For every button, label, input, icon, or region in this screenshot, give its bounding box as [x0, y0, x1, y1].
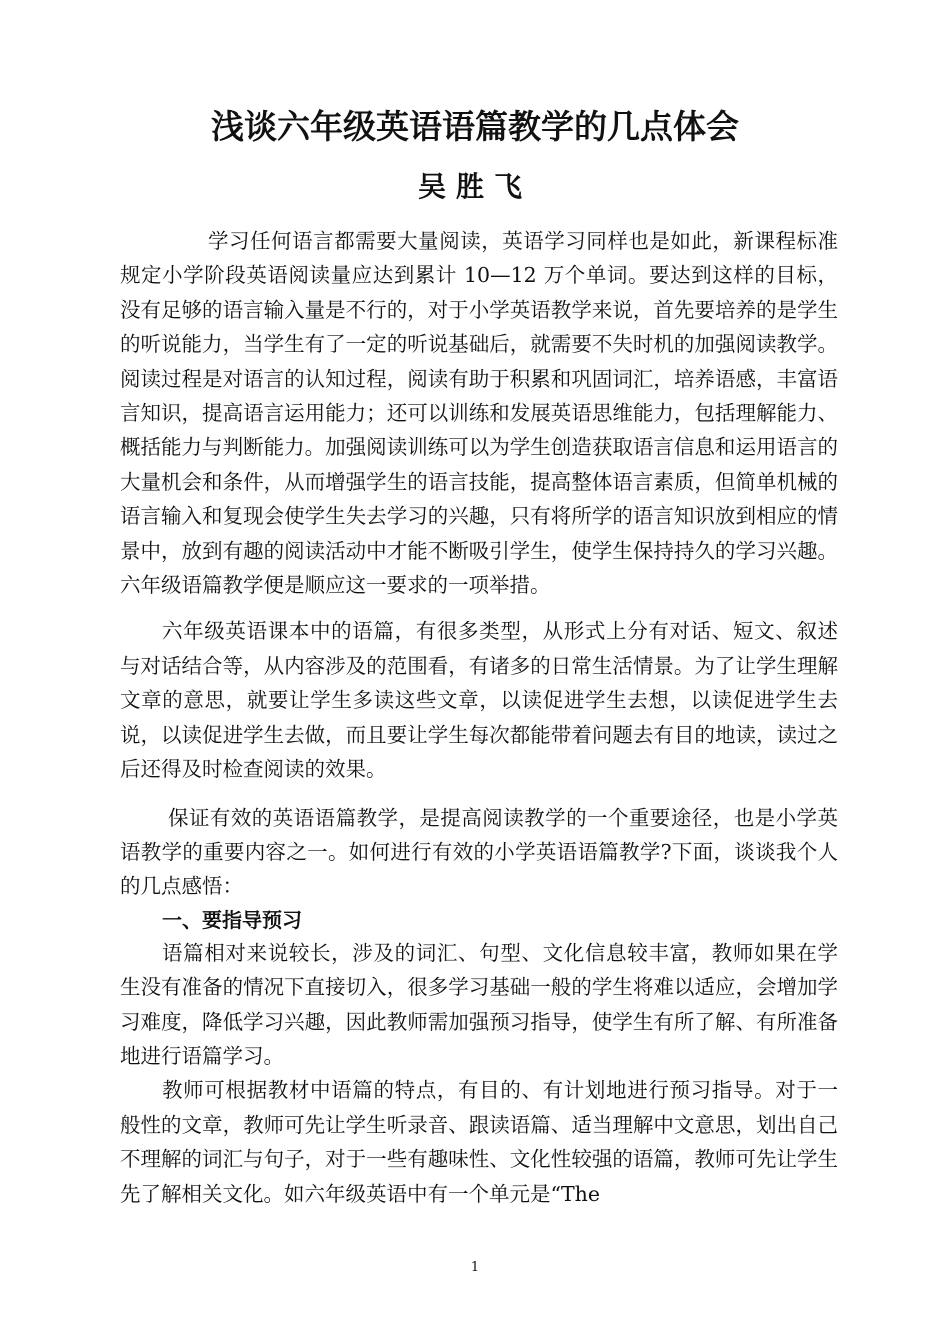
section-heading: 一、要指导预习	[162, 907, 302, 932]
paragraph-preview-methods: 教师可根据教材中语篇的特点，有目的、有计划地进行预习指导。对于一般性的文章，教师可先让学生听录音、跟读语篇、适当理解中文意思，划出自己不理解的词汇与句子，对于一些有趣味性、文化性较强的语篇，教师可先让学生先了解相关文化。如六年级英语中有一个单元是“The	[120, 1078, 838, 1206]
paragraph-intro: 学习任何语言都需要大量阅读，英语学习同样也是如此，新课程标准规定小学阶段英语阅读量应达到累计 10—12 万个单词。要达到这样的目标，没有足够的语言输入量是不行的，对于小学英语教学来说，首先要培养的是学生的听说能力，当学生有了一定的听说基础后，就需要不失时机的加强阅读教学。阅读过程是对语言的认知过程，阅读有助于积累和巩固词汇，培养语感，丰富语言知识，提高语言运用能力；还可以训练和发展英语思维能力，包括理解能力、概括能力与判断能力。加强阅读训练可以为学生创造获取语言信息和运用语言的大量机会和条件，从而增强学生的语言技能，提高整体语言素质，但简单机械的语言输入和复现会使学生失去学习的兴趣，只有将所学的语言知识放到相应的情景中，放到有趣的阅读活动中才能不断吸引学生，使学生保持持久的学习兴趣。六年级语篇教学便是顺应这一要求的一项举措。	[120, 229, 838, 598]
paragraph-effective-teaching: 保证有效的英语语篇教学，是提高阅读教学的一个重要途径，也是小学英语教学的重要内容之一。如何进行有效的小学英语语篇教学?下面，谈谈我个人的几点感悟：	[120, 805, 838, 899]
author-name: 吴胜飞	[417, 170, 532, 203]
paragraph-preview-guidance: 语篇相对来说较长，涉及的词汇、句型、文化信息较丰富，教师如果在学生没有准备的情况下直接切入，很多学习基础一般的学生将难以适应，会增加学习难度，降低学习兴趣，因此教师需加强预习指导，使学生有所了解、有所准备地进行语篇学习。	[120, 940, 838, 1068]
paragraph-text-types: 六年级英语课本中的语篇，有很多类型，从形式上分有对话、短文、叙述与对话结合等，从内容涉及的范围看，有诸多的日常生活情景。为了让学生理解文章的意思，就要让学生多读这些文章，以读促进学生去想，以读促进学生去说，以读促进学生去做，而且要让学生每次都能带着问题去有目的地读，读过之后还得及时检查阅读的效果。	[120, 619, 838, 782]
document-body	[120, 224, 838, 1211]
document-title: 浅谈六年级英语语篇教学的几点体会	[211, 107, 739, 146]
page-number: 1	[470, 1260, 480, 1275]
